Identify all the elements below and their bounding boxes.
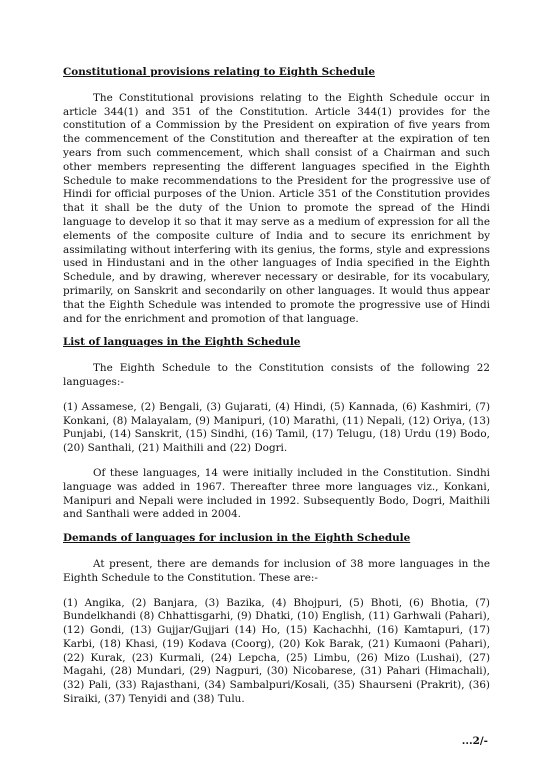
section-heading-list-of-languages: List of languages in the Eighth Schedule <box>63 336 301 349</box>
paragraph-schedule-intro: The Eighth Schedule to the Constitution consists of the following 22 languages:- <box>63 362 490 388</box>
paragraph-demanded-languages-list: (1) Angika, (2) Banjara, (3) Bazika, (4) Bhojpuri, (5) Bhoti, (6) Bhotia, (7) Bundelkhandi (8) Chhattisgarhi, (9) Dhatki, (10) English, (11) Garhwali (Pahari), (12) Gondi, (13) Gujjar/Gujjari (14) Ho, (15) Kachachhi, (16) Kamtapuri, (17) Karbi, (18) Khasi, (19) Kodava (Coorg), (20) Kok Barak, (21) Kumaoni (Pahari), (22) Kurak, (23) Kurmali, (24) Lepcha, (25) Limbu, (26) Mizo (Lushai), (27) Magahi, (28) Mundari, (29) Nagpuri, (30) Nicobarese, (31) Pahari (Himachali), (32) Pali, (33) Rajasthani, (34) Sambalpuri/Kosali, (35) Shaurseni (Prakrit), (36) Siraiki, (37) Tenyidi and (38) Tulu. <box>63 596 490 706</box>
page-continuation-marker: ...2/- <box>461 735 488 747</box>
paragraph-demands-intro: At present, there are demands for inclusion of 38 more languages in the Eighth Schedule to the Constitution. These are:- <box>63 557 490 584</box>
paragraph-constitutional-provisions: The Constitutional provisions relating to the Eighth Schedule occur in article 344(1) and 351 of the Constitution. Article 344(1) provides for the constitution of a Commission by the President on expiration of five years from the commencement of the Constitution and thereafter at the expiration of ten years from such commencement, which shall consist of a Chairman and such other members representing the different languages specified in the Eighth Schedule to make recommendations to the President for the progressive use of Hindi for official purposes of the Union. Article 351 of the Constitution provides that it shall be the duty of the Union to promote the spread of the Hindi language to develop it so that it may serve as a medium of expression for all the elements of the composite culture of India and to secure its enrichment by assimilating without interfering with its genius, the forms, style and expressions used in Hindustani and in the other languages of India specified in the Eighth Schedule, and by drawing, wherever necessary or desirable, for its vocabulary, primarily, on Sanskrit and secondarily on other languages. It would thus appear that the Eighth Schedule was intended to promote the progressive use of Hindi and for the enrichment and promotion of that language. <box>63 91 490 325</box>
paragraph-language-history: Of these languages, 14 were initially included in the Constitution. Sindhi language was added in 1967. Thereafter three more languages viz., Konkani, Manipuri and Nepali were included in 1992. Subsequently Bodo, Dogri, Maithili and Santhali were added in 2004. <box>63 466 490 521</box>
paragraph-language-list: (1) Assamese, (2) Bengali, (3) Gujarati, (4) Hindi, (5) Kannada, (6) Kashmiri, (7) Konkani, (8) Malayalam, (9) Manipuri, (10) Marathi, (11) Nepali, (12) Oriya, (13) Punjabi, (14) Sanskrit, (15) Sindhi, (16) Tamil, (17) Telugu, (18) Urdu (19) Bodo, (20) Santhali, (21) Maithili and (22) Dogri. <box>63 400 490 455</box>
section-heading-constitutional-provisions: Constitutional provisions relating to Eighth Schedule <box>63 66 375 78</box>
document-body <box>63 66 490 707</box>
section-heading-demands-for-inclusion: Demands of languages for inclusion in the Eighth Schedule <box>63 532 411 545</box>
